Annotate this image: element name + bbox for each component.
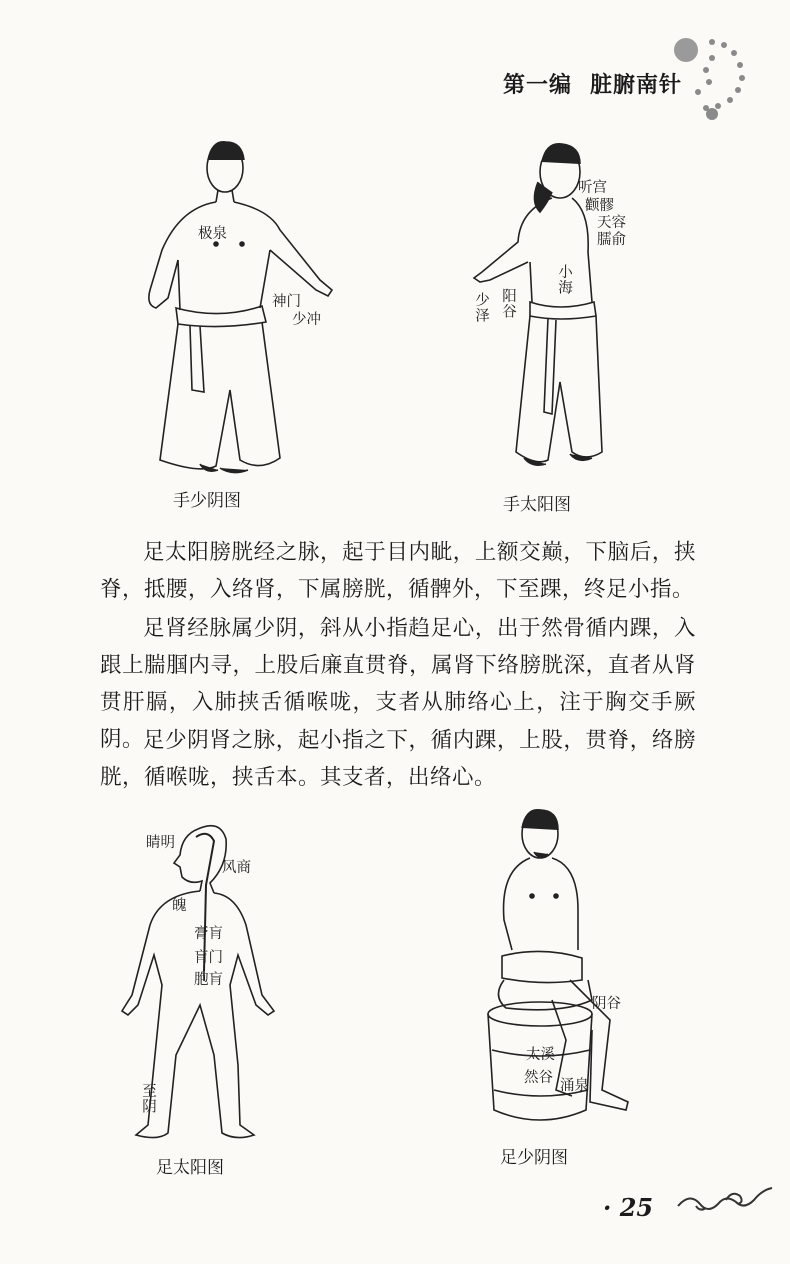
decorative-dots-ornament xyxy=(664,30,754,120)
label-shaoze: 少泽 xyxy=(473,292,489,323)
label-tianrong: 天容 xyxy=(597,215,626,231)
label-naoshu: 臑俞 xyxy=(597,232,626,248)
label-rangu: 然谷 xyxy=(524,1070,553,1086)
label-taixi: 太溪 xyxy=(526,1047,555,1063)
caption-hand-taiyang: 手太阳图 xyxy=(503,495,571,515)
figure-hand-taiyang xyxy=(460,132,650,482)
label-jingming: 睛明 xyxy=(146,835,175,851)
label-jiquan: 极泉 xyxy=(198,226,227,242)
caption-hand-shaoyin: 手少阴图 xyxy=(173,491,241,511)
paragraph-1: 足太阳膀胱经之脉，起于目内眦，上额交巅，下脑后，挟脊，抵腰，入络肾，下属膀胱，循髀外，下至踝，终足小指。 xyxy=(100,540,696,602)
caption-foot-taiyang: 足太阳图 xyxy=(156,1158,224,1178)
page-number: · 25 xyxy=(603,1193,654,1222)
label-zhiyin: 至阴 xyxy=(140,1083,156,1114)
figure-foot-shaoyin xyxy=(482,800,642,1140)
label-shenmen: 神门 xyxy=(272,294,301,310)
paragraph-3: 足少阴肾之脉，起小指之下，循内踝，上股，贯脊，络膀胱，循喉咙，挟舌本。其支者，出络心。 xyxy=(100,728,696,790)
header-part: 第一编 xyxy=(503,73,573,98)
label-tinggong: 听宫 xyxy=(578,180,607,196)
label-baohuang: 胞肓 xyxy=(194,972,223,988)
label-yanggu: 阳谷 xyxy=(500,288,516,319)
label-po: 魄 xyxy=(172,898,187,914)
paragraph-2: 足肾经脉属少阴，斜从小指趋足心，出于然骨循内踝，入跟上腨腘内寻，上股后廉直贯脊，属肾下络膀胱深，直者从肾贯肝膈，入肺挟舌循喉咙，支者从肺络心上，注于胸交手厥阴。 xyxy=(100,616,696,752)
figure-hand-shaoyin xyxy=(120,130,350,480)
caption-foot-shaoyin: 足少阴图 xyxy=(500,1148,568,1168)
chapter-header xyxy=(503,68,682,99)
label-fengshang: 风商 xyxy=(222,860,251,876)
header-title: 脏腑南针 xyxy=(590,73,683,98)
label-huangmen: 肓门 xyxy=(194,950,223,966)
figure-foot-taiyang xyxy=(110,815,300,1145)
footer-flourish-ornament xyxy=(676,1180,776,1220)
label-quanliao: 颧髎 xyxy=(585,198,614,214)
label-gaohuang: 膏肓 xyxy=(194,926,223,942)
figure-hand-shaoyin-drawing xyxy=(120,130,350,480)
label-yongquan: 涌泉 xyxy=(560,1078,589,1094)
label-yingu: 阴谷 xyxy=(592,996,621,1012)
label-xiaohai: 小海 xyxy=(556,264,572,295)
label-shaochong: 少冲 xyxy=(292,312,321,328)
